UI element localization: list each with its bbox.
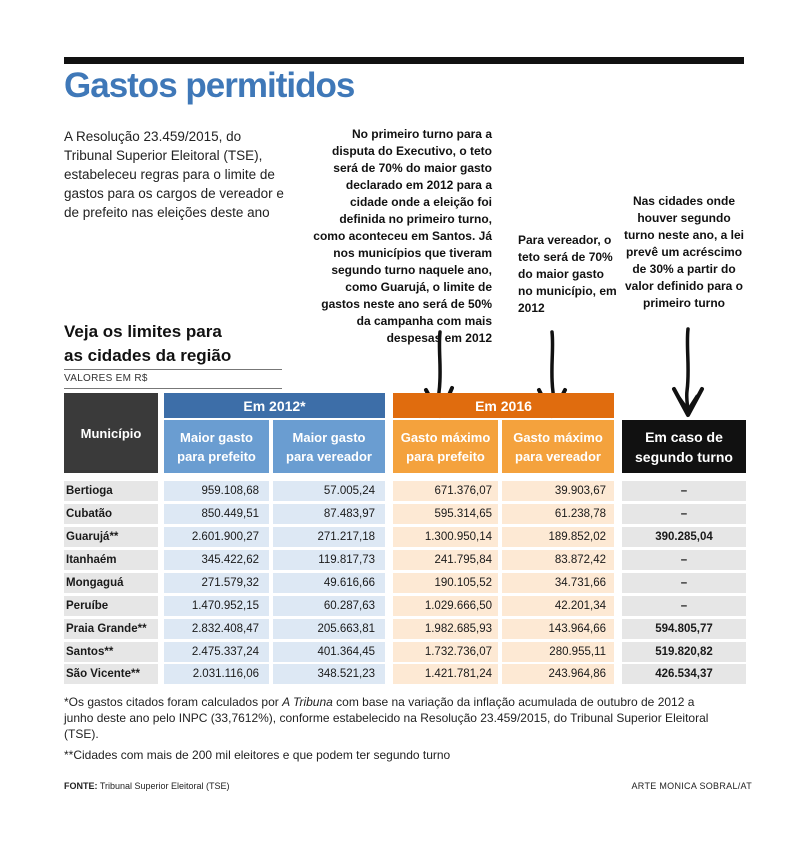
cell-prefeito-2016: 1.732.736,07 xyxy=(393,642,498,662)
header-line: Maior gasto xyxy=(180,429,253,445)
cell-vereador-2012: 57.005,24 xyxy=(273,481,385,501)
cell-segundo-turno: 390.285,04 xyxy=(622,527,746,547)
header-gasto-maximo-prefeito xyxy=(393,420,498,473)
header-maior-gasto-vereador xyxy=(273,420,385,473)
cell-vereador-2016: 143.964,66 xyxy=(502,619,614,639)
header-line: para vereador xyxy=(515,448,601,464)
header-gasto-maximo-vereador xyxy=(502,420,614,473)
cell-prefeito-2012: 2.475.337,24 xyxy=(164,642,269,662)
art-credit: ARTE MONICA SOBRAL/AT xyxy=(631,781,752,791)
units-label: VALORES EM R$ xyxy=(64,369,282,389)
arrow-down-icon xyxy=(666,327,710,419)
cell-municipio: Mongaguá xyxy=(64,573,158,593)
cell-segundo-turno: – xyxy=(622,504,746,524)
table-row xyxy=(64,550,746,570)
cell-prefeito-2012: 850.449,51 xyxy=(164,504,269,524)
cell-prefeito-2012: 345.422,62 xyxy=(164,550,269,570)
footnote-newspaper-name: A Tribuna xyxy=(282,695,333,709)
header-line: Em caso de xyxy=(645,428,723,445)
cell-vereador-2012: 348.521,23 xyxy=(273,664,385,684)
table-row xyxy=(64,481,746,501)
cell-prefeito-2012: 959.108,68 xyxy=(164,481,269,501)
subtitle-line: as cidades da região xyxy=(64,346,232,365)
cell-prefeito-2016: 671.376,07 xyxy=(393,481,498,501)
cell-vereador-2016: 34.731,66 xyxy=(502,573,614,593)
cell-segundo-turno: – xyxy=(622,573,746,593)
cell-segundo-turno: 519.820,82 xyxy=(622,642,746,662)
cell-vereador-2012: 271.217,18 xyxy=(273,527,385,547)
cell-segundo-turno: – xyxy=(622,596,746,616)
intro-text: A Resolução 23.459/2015, do Tribunal Superior Eleitoral (TSE), estabeleceu regras para o limite de gastos para os cargos de vereador e de prefeito nas eleições deste ano xyxy=(64,129,284,220)
table-row xyxy=(64,619,746,639)
cell-vereador-2012: 205.663,81 xyxy=(273,619,385,639)
table-row xyxy=(64,573,746,593)
cell-prefeito-2016: 1.421.781,24 xyxy=(393,664,498,684)
cell-municipio: Itanhaém xyxy=(64,550,158,570)
cell-vereador-2016: 189.852,02 xyxy=(502,527,614,547)
header-line: segundo turno xyxy=(635,448,733,465)
page-title: Gastos permitidos xyxy=(64,66,355,105)
cell-vereador-2016: 39.903,67 xyxy=(502,481,614,501)
cell-prefeito-2016: 1.982.685,93 xyxy=(393,619,498,639)
cell-prefeito-2016: 1.300.950,14 xyxy=(393,527,498,547)
top-rule xyxy=(64,57,744,64)
note-segundo-turno: Nas cidades onde houver segundo turno neste ano, a lei prevê um acréscimo de 30% a partir do valor definido para o primeiro turno xyxy=(623,194,745,310)
cell-vereador-2016: 42.201,34 xyxy=(502,596,614,616)
cell-prefeito-2012: 1.470.952,15 xyxy=(164,596,269,616)
cell-municipio: Santos** xyxy=(64,642,158,662)
header-2016: Em 2016 xyxy=(393,393,614,418)
cell-vereador-2016: 243.964,86 xyxy=(502,664,614,684)
table-row xyxy=(64,596,746,616)
cell-municipio: Peruíbe xyxy=(64,596,158,616)
footnote-inflation xyxy=(64,694,724,742)
cell-vereador-2012: 60.287,63 xyxy=(273,596,385,616)
cell-segundo-turno: – xyxy=(622,550,746,570)
cell-municipio: Bertioga xyxy=(64,481,158,501)
table-subtitle xyxy=(64,320,231,368)
header-line: para vereador xyxy=(286,448,372,464)
cell-vereador-2012: 49.616,66 xyxy=(273,573,385,593)
cell-prefeito-2016: 595.314,65 xyxy=(393,504,498,524)
cell-prefeito-2012: 2.031.116,06 xyxy=(164,664,269,684)
header-municipio: Município xyxy=(64,393,158,473)
header-line: Maior gasto xyxy=(292,429,366,445)
header-maior-gasto-prefeito xyxy=(164,420,269,473)
source-label: FONTE: xyxy=(64,781,98,791)
cell-prefeito-2012: 2.601.900,27 xyxy=(164,527,269,547)
cell-vereador-2012: 401.364,45 xyxy=(273,642,385,662)
cell-segundo-turno: 594.805,77 xyxy=(622,619,746,639)
note-vereador: Para vereador, o teto será de 70% do maior gasto no município, em 2012 xyxy=(518,233,617,315)
header-2012: Em 2012* xyxy=(164,393,385,418)
cell-prefeito-2012: 2.832.408,47 xyxy=(164,619,269,639)
cell-municipio: Cubatão xyxy=(64,504,158,524)
cell-prefeito-2016: 190.105,52 xyxy=(393,573,498,593)
cell-vereador-2016: 61.238,78 xyxy=(502,504,614,524)
footnote-text: com base na variação da inflação acumulada de outubro de 2012 a junho deste ano pelo INPC (33,7612%), conforme estabelecido na Resolução 23.459/2015, do Tribunal Superior Eleitoral (TSE). xyxy=(64,695,709,741)
table-row xyxy=(64,527,746,547)
cell-vereador-2016: 83.872,42 xyxy=(502,550,614,570)
header-line: Gasto máximo xyxy=(513,429,603,445)
cell-vereador-2012: 119.817,73 xyxy=(273,550,385,570)
cell-segundo-turno: – xyxy=(622,481,746,501)
cell-municipio: Guarujá** xyxy=(64,527,158,547)
source-text: Tribunal Superior Eleitoral (TSE) xyxy=(97,781,230,791)
header-segundo-turno xyxy=(622,420,746,473)
header-line: Gasto máximo xyxy=(400,429,491,445)
source-credit xyxy=(64,781,230,791)
footnote-eleitores: **Cidades com mais de 200 mil eleitores e que podem ter segundo turno xyxy=(64,748,451,762)
cell-prefeito-2016: 1.029.666,50 xyxy=(393,596,498,616)
subtitle-line: Veja os limites para xyxy=(64,322,222,341)
header-line: para prefeito xyxy=(177,448,256,464)
table-row xyxy=(64,504,746,524)
cell-municipio: Praia Grande** xyxy=(64,619,158,639)
table-row xyxy=(64,664,746,684)
note-primeiro-turno: No primeiro turno para a disputa do Executivo, o teto será de 70% do maior gasto declarado em 2012 para a cidade onde a eleição foi definida no primeiro turno, como aconteceu em Santos. Já nos municípios que tiveram segundo turno naquele ano, como Guarujá, o limite de gastos neste ano será de 50% da campanha com mais despesas em 2012 xyxy=(313,127,492,345)
cell-segundo-turno: 426.534,37 xyxy=(622,664,746,684)
footnote-text: *Os gastos citados foram calculados por xyxy=(64,695,283,709)
table-row xyxy=(64,642,746,662)
cell-prefeito-2012: 271.579,32 xyxy=(164,573,269,593)
cell-municipio: São Vicente** xyxy=(64,664,158,684)
header-line: para prefeito xyxy=(406,448,485,464)
cell-prefeito-2016: 241.795,84 xyxy=(393,550,498,570)
cell-vereador-2016: 280.955,11 xyxy=(502,642,614,662)
cell-vereador-2012: 87.483,97 xyxy=(273,504,385,524)
